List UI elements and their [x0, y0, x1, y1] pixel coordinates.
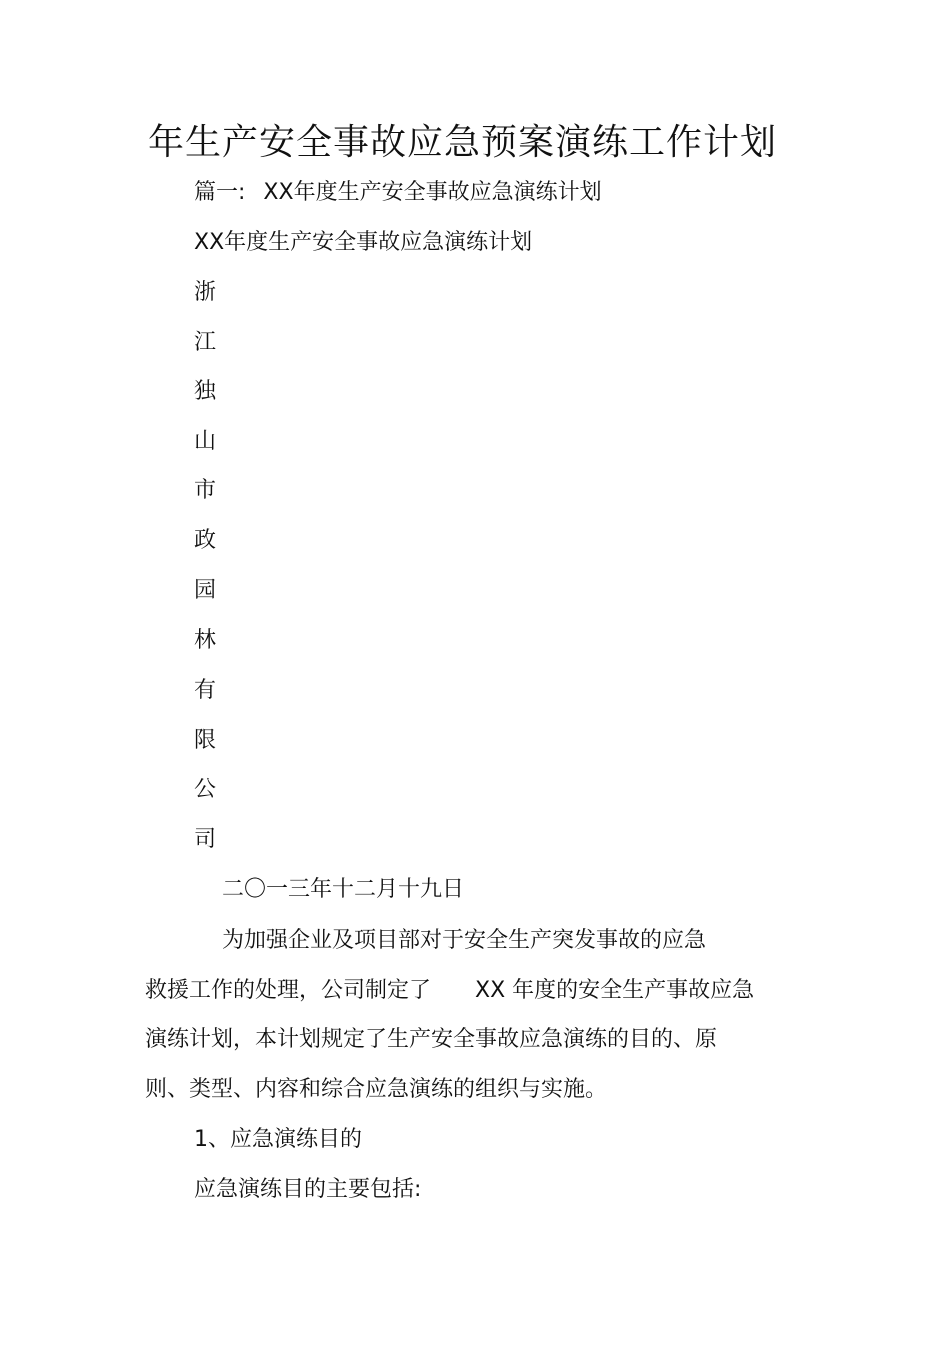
company-char: 浙 [194, 280, 217, 305]
chapter-heading [194, 178, 602, 208]
paragraph-line [145, 976, 754, 1006]
company-char: 司 [194, 827, 217, 852]
chapter-prefix: 篇一: [194, 180, 246, 205]
company-char: 市 [194, 478, 217, 503]
chapter-title: XX年度生产安全事故应急演练计划 [263, 180, 602, 205]
company-char: 公 [194, 777, 217, 802]
company-char: 政 [194, 528, 217, 553]
company-char: 独 [194, 379, 217, 404]
document-title: 年生产安全事故应急预案演练工作计划 [148, 122, 778, 163]
company-char: 园 [194, 578, 217, 603]
paragraph-line: 演练计划，本计划规定了生产安全事故应急演练的目的、原 [145, 1027, 718, 1052]
company-char: 江 [194, 330, 217, 355]
paragraph-line: 为加强企业及项目部对于安全生产突发事故的应急 [222, 928, 707, 953]
company-char: 有 [194, 678, 217, 703]
company-char: 林 [194, 628, 217, 653]
section-intro: 应急演练目的主要包括: [194, 1177, 422, 1202]
company-char: 山 [194, 429, 217, 454]
document-subtitle: XX年度生产安全事故应急演练计划 [194, 230, 533, 255]
paragraph-line: 则、类型、内容和综合应急演练的组织与实施。 [145, 1077, 608, 1102]
paragraph-fragment: XX 年度的安全生产事故应急 [475, 978, 755, 1003]
company-char: 限 [194, 728, 217, 753]
document-date: 二〇一三年十二月十九日 [222, 877, 465, 902]
section-heading: 1、应急演练目的 [194, 1127, 362, 1152]
paragraph-fragment: 救援工作的处理，公司制定了 [145, 978, 432, 1003]
